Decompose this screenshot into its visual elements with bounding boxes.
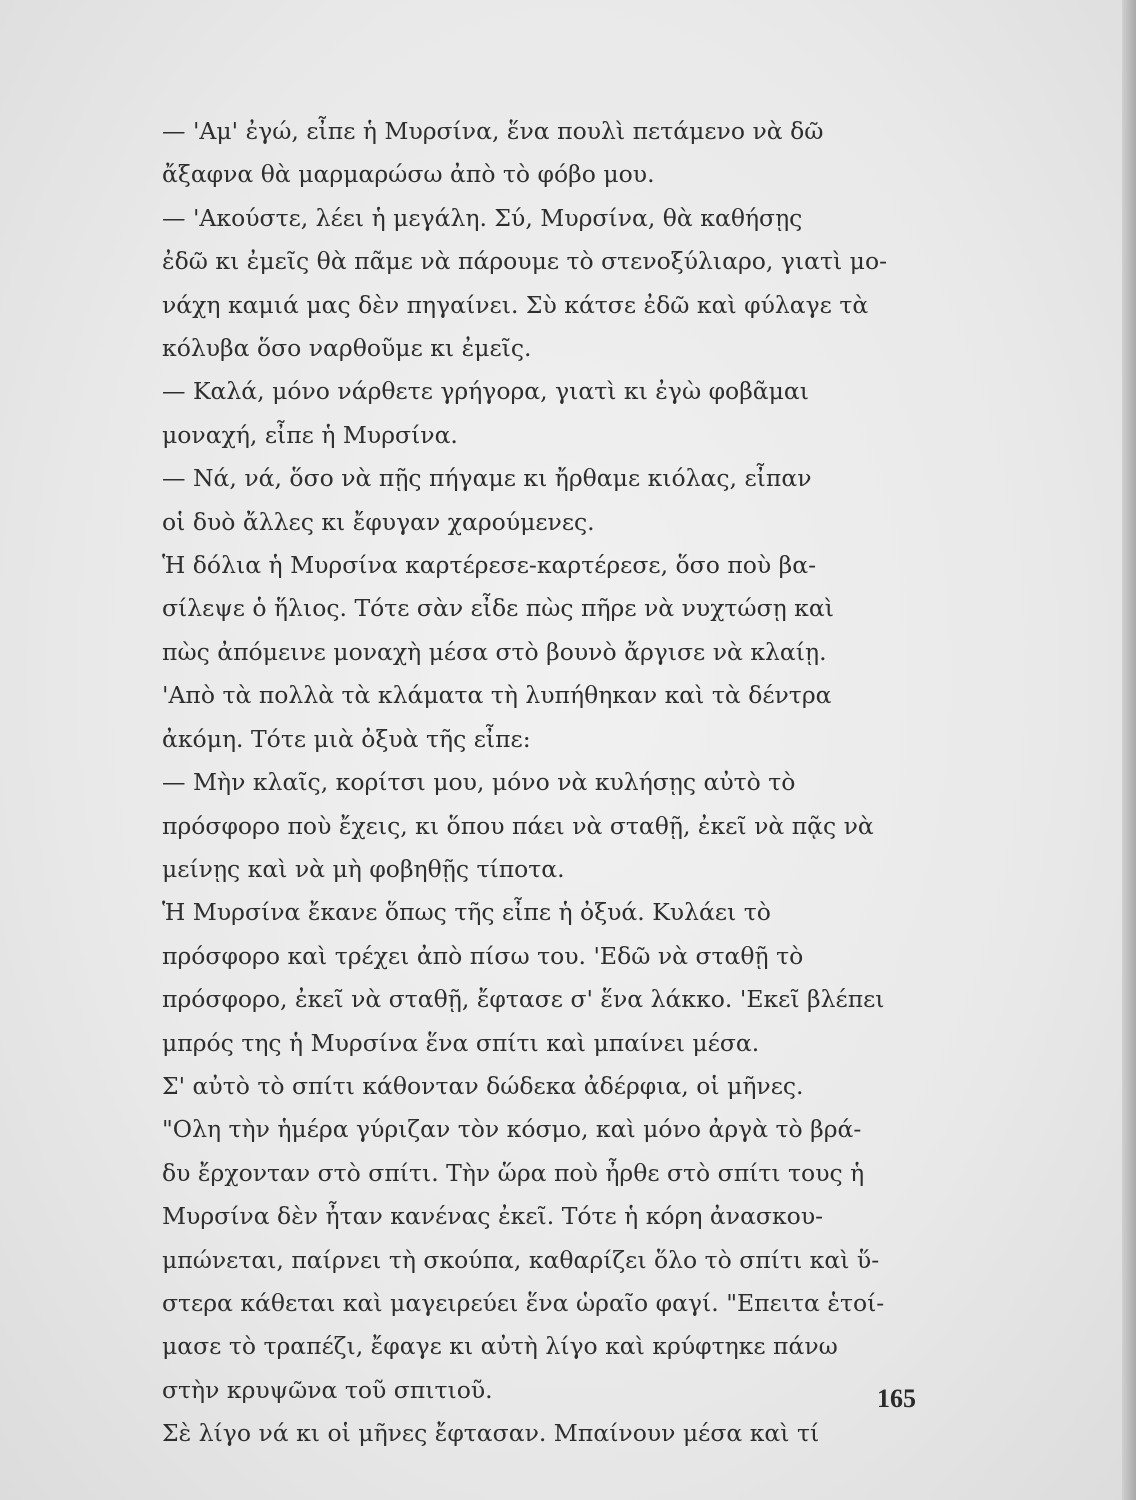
paragraph-8 <box>104 1065 916 1412</box>
text-line: μασε τὸ τραπέζι, ἔφαγε κι αὐτὴ λίγο καὶ κρύφτηκε πάνω <box>162 1332 838 1361</box>
text-line: μοναχή, εἶπε ἡ Μυρσίνα. <box>162 420 458 449</box>
text-line: Μυρσίνα δὲν ἦταν κανένας ἐκεῖ. Τότε ἡ κόρη ἀνασκου- <box>162 1202 824 1231</box>
text-line: — Μὴν κλαῖς, κορίτσι μου, μόνο νὰ κυλήσῃς αὐτὸ τὸ <box>162 768 796 797</box>
text-line: 'Απὸ τὰ πολλὰ τὰ κλάματα τὴ λυπήθηκαν καὶ τὰ δέντρα <box>162 681 832 710</box>
text-line: πρόσφορο, ἐκεῖ νὰ σταθῇ, ἔφτασε σ' ἕνα λάκκο. 'Εκεῖ βλέπει <box>162 985 885 1014</box>
text-line: μπρός της ἡ Μυρσίνα ἕνα σπίτι καὶ μπαίνει μέσα. <box>162 1028 760 1057</box>
text-line: — 'Ακούστε, λέει ἡ μεγάλη. Σύ, Μυρσίνα, θὰ καθήσῃς <box>162 203 803 232</box>
paragraph-3 <box>104 370 916 457</box>
text-line: — Καλά, μόνο νάρθετε γρήγορα, γιατὶ κι ἐγὼ φοβᾶμαι <box>162 377 810 406</box>
text-line: — Νά, νά, ὅσο νὰ πῇς πήγαμε κι ἤρθαμε κιόλας, εἶπαν <box>162 464 812 493</box>
text-line: πρόσφορο ποὺ ἔχεις, κι ὅπου πάει νὰ σταθῇ, ἐκεῖ νὰ πᾷς νὰ <box>162 811 874 840</box>
text-line: δυ ἔρχονταν στὸ σπίτι. Τὴν ὥρα ποὺ ἦρθε στὸ σπίτι τους ἡ <box>162 1158 865 1187</box>
text-line: ἄξαφνα θὰ μαρμαρώσω ἀπὸ τὸ φόβο μου. <box>162 160 655 189</box>
paragraph-9 <box>104 1412 916 1455</box>
text-line: οἱ δυὸ ἄλλες κι ἔφυγαν χαρούμενες. <box>162 507 595 536</box>
text-line: ἀκόμη. Τότε μιὰ ὀξυὰ τῆς εἶπε: <box>162 724 531 753</box>
text-line: ἐδῶ κι ἐμεῖς θὰ πᾶμε νὰ πάρουμε τὸ στενοξύλιαρο, γιατὶ μο- <box>162 247 888 276</box>
text-line: στὴν κρυψῶνα τοῦ σπιτιοῦ. <box>162 1375 493 1404</box>
text-line: Ἡ Μυρσίνα ἔκανε ὅπως τῆς εἶπε ἡ ὀξυά. Κυλάει τὸ <box>162 898 771 927</box>
paragraph-7 <box>104 891 916 1065</box>
paragraph-1 <box>104 110 916 197</box>
text-line: κόλυβα ὅσο ναρθοῦμε κι ἐμεῖς. <box>162 334 532 363</box>
text-line: — 'Αμ' ἐγώ, εἶπε ἡ Μυρσίνα, ἕνα πουλὶ πετάμενο νὰ δῶ <box>162 117 824 145</box>
text-line: σίλεψε ὁ ἥλιος. Τότε σὰν εἶδε πὼς πῆρε νὰ νυχτώσῃ καὶ <box>162 594 834 623</box>
text-line: στερα κάθεται καὶ μαγειρεύει ἕνα ὡραῖο φαγί. "Επειτα ἑτοί- <box>162 1288 885 1317</box>
paragraph-4 <box>104 457 916 544</box>
text-line: "Ολη τὴν ἡμέρα γύριζαν τὸν κόσμο, καὶ μόνο ἀργὰ τὸ βρά- <box>162 1115 862 1144</box>
paragraph-5 <box>104 544 916 761</box>
text-line: Σὲ λίγο νά κι οἱ μῆνες ἔφτασαν. Μπαίνουν μέσα καὶ τί <box>162 1419 820 1448</box>
text-line: πρόσφορο καὶ τρέχει ἀπὸ πίσω του. 'Εδῶ νὰ σταθῇ τὸ <box>162 941 804 970</box>
text-line: μπώνεται, παίρνει τὴ σκούπα, καθαρίζει ὅλο τὸ σπίτι καὶ ὕ- <box>162 1245 880 1274</box>
text-line: Σ' αὐτὸ τὸ σπίτι κάθονταν δώδεκα ἀδέρφια, οἱ μῆνες. <box>162 1071 804 1100</box>
text-line: πὼς ἀπόμεινε μοναχὴ μέσα στὸ βουνὸ ἄργισε νὰ κλαίῃ. <box>162 637 827 666</box>
text-line: Ἡ δόλια ἡ Μυρσίνα καρτέρεσε-καρτέρεσε, ὅσο ποὺ βα- <box>162 551 817 580</box>
text-line: μείνῃς καὶ νὰ μὴ φοβηθῇς τίποτα. <box>162 854 565 883</box>
page-number: 165 <box>877 1384 916 1413</box>
paragraph-2 <box>104 197 916 371</box>
paragraph-6 <box>104 761 916 891</box>
body-text <box>104 110 916 1456</box>
page-edge-shadow <box>1122 0 1136 1500</box>
text-line: νάχη καμιά μας δὲν πηγαίνει. Σὺ κάτσε ἐδῶ καὶ φύλαγε τὰ <box>162 290 869 319</box>
